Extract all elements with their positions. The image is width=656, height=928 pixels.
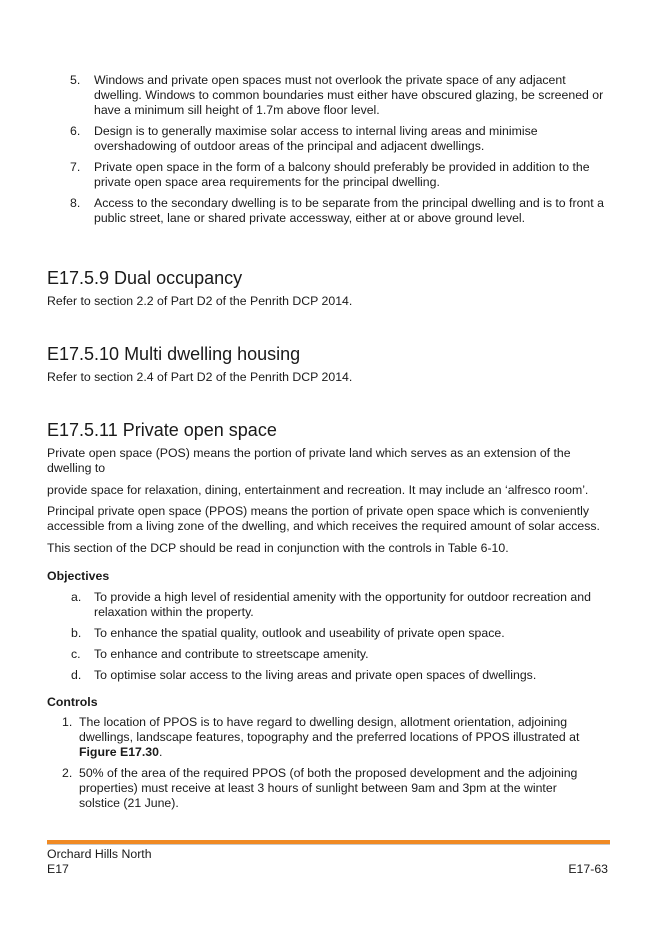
controls-list: [0, 715, 656, 817]
numbered-list: [0, 73, 656, 232]
objectives-heading: Objectives: [47, 569, 110, 583]
objective-letter: a.: [71, 590, 82, 604]
list-text: Private open space in the form of a balcony should preferably be provided in addition to the private open space area requirements for the principal dwelling.: [94, 160, 590, 189]
objective-text: To provide a high level of residential amenity with the opportunity for outdoor recreation and relaxation within the property.: [94, 590, 591, 619]
list-item: [0, 160, 656, 190]
pos-paragraph-1: Private open space (POS) means the portion of private land which serves as an extension of the dwelling to: [47, 446, 571, 475]
footer-section-code: E17: [47, 862, 69, 876]
footer-rule: [47, 840, 610, 844]
list-text: Windows and private open spaces must not overlook the private space of any adjacent dwelling. Windows to common boundaries must either have obscured glazing, be screened or have a minimum sill height of 1.7m above floor level.: [94, 73, 604, 117]
list-number: 7.: [70, 160, 81, 174]
objective-letter: d.: [71, 668, 82, 682]
objective-item: [0, 626, 656, 641]
objective-item: [0, 647, 656, 662]
section-dual-text: Refer to section 2.2 of Part D2 of the Penrith DCP 2014.: [47, 294, 353, 308]
list-item: [0, 124, 656, 154]
objective-item: [0, 590, 656, 620]
section-heading-dual-occupancy: E17.5.9 Dual occupancy: [47, 268, 243, 288]
objective-text: To enhance the spatial quality, outlook and useability of private open space.: [94, 626, 505, 640]
pos-paragraph-4: This section of the DCP should be read in conjunction with the controls in Table 6-10.: [47, 541, 509, 555]
objective-item: [0, 668, 656, 683]
control-text: 50% of the area of the required PPOS (of both the proposed development and the adjoining properties) must receive at least 3 hours of sunlight between 9am and 3pm at the winter solstice (21 June).: [79, 766, 578, 810]
pos-paragraph-2: provide space for relaxation, dining, entertainment and recreation. It may include an ‘alfresco room’.: [47, 483, 589, 497]
control-item: [0, 766, 656, 811]
list-number: 5.: [70, 73, 81, 87]
objective-text: To optimise solar access to the living areas and private open spaces of dwellings.: [94, 668, 537, 682]
control-number: 1.: [62, 715, 73, 729]
objectives-list: [0, 590, 656, 689]
control-text: The location of PPOS is to have regard to dwelling design, allotment orientation, adjoining dwellings, landscape features, topography and the preferred locations of PPOS illustrated at: [79, 715, 580, 744]
control-number: 2.: [62, 766, 73, 780]
list-text: Design is to generally maximise solar access to internal living areas and minimise overshadowing of outdoor areas of the principal and adjacent dwellings.: [94, 124, 538, 153]
objective-letter: c.: [71, 647, 81, 661]
section-heading-multi-dwelling: E17.5.10 Multi dwelling housing: [47, 344, 301, 364]
section-multi-text: Refer to section 2.4 of Part D2 of the Penrith DCP 2014.: [47, 370, 353, 384]
list-number: 6.: [70, 124, 81, 138]
control-item: [0, 715, 656, 760]
footer-left: [47, 847, 152, 877]
objective-letter: b.: [71, 626, 82, 640]
objective-text: To enhance and contribute to streetscape amenity.: [94, 647, 369, 661]
footer-page-number: E17-63: [568, 862, 608, 876]
figure-reference: Figure E17.30: [79, 745, 159, 759]
list-text: Access to the secondary dwelling is to be separate from the principal dwelling and is to front a public street, lane or shared private accessway, either at or above ground level.: [94, 196, 604, 225]
section-heading-private-open-space: E17.5.11 Private open space: [47, 420, 277, 440]
list-item: [0, 73, 656, 118]
footer-document-title: Orchard Hills North: [47, 847, 152, 861]
list-number: 8.: [70, 196, 81, 210]
pos-paragraph-3: Principal private open space (PPOS) means the portion of private open space which is conveniently accessible from a living zone of the dwelling, and which receives the required amount of solar access.: [47, 504, 600, 533]
control-text-tail: .: [158, 745, 163, 759]
list-item: [0, 196, 656, 226]
controls-heading: Controls: [47, 695, 98, 709]
